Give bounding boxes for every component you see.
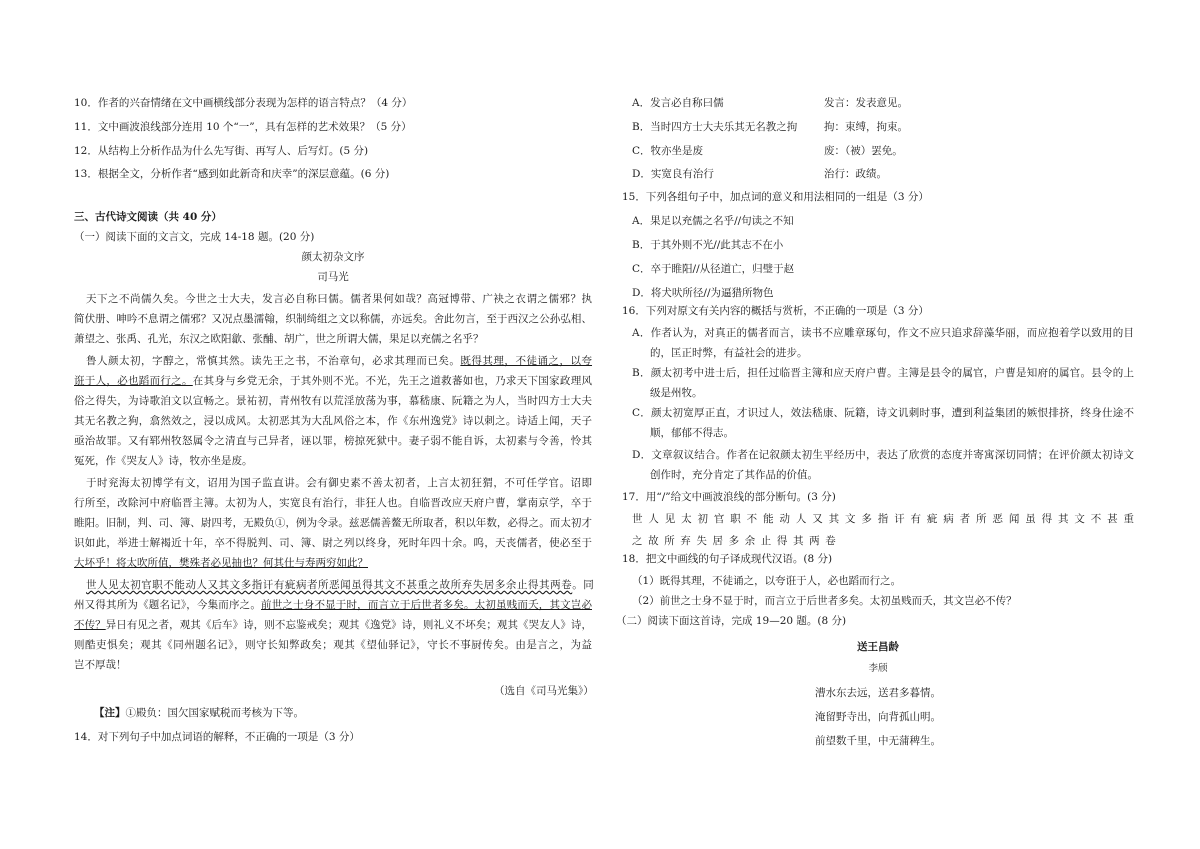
p3-line: 睢阳。旧制，判、司、簿、尉四考，无殿负①，例为令录。兹恶儒善鳌无所取者，积以年数，必得之。而太初才 (74, 517, 592, 529)
question-14: 14．对下列句子中加点词语的解释，不正确的一项是（3 分） (74, 731, 360, 743)
p2-line: 俗之得失，为诗歌洎文以宣畅之。景祐初，青州牧有以荒淫放荡为事，慕嵇康、阮籍之为人，当时四方士大夫 (74, 395, 592, 407)
poem-title: 送王昌龄 (857, 641, 899, 653)
q16-option-b: B．颜太初考中进士后，担任过临晋主簿和应天府户曹。主簿是县令的属官，户曹是知府的属官。县令的上 (632, 367, 1134, 379)
p5-text: 州又得其所为《题名记》，今集而序之。 (74, 599, 262, 611)
q16-option-c: C．颜太初宽厚正直，才识过人，效法嵇康、阮籍，诗文讥刺时事，遭到利益集团的嫉恨排挤，终身仕途不 (632, 407, 1134, 419)
question-18: 18．把文中画线的句子译成现代汉语。(8 分) (622, 553, 833, 565)
q17-text-line1: 世人见太初官职不能动人又其文多指讦有疵病者所恶闻虽得其文不甚重 (632, 513, 1134, 525)
p5-line (74, 598, 592, 612)
underlined-sentence: 既得其理，不徒诵之，以夸 (460, 355, 593, 367)
footnote-text: ①殿负：国欠国家赋税而考核为下等。 (125, 707, 304, 719)
question-12: 12．从结构上分析作品为什么先写街、再写人、后写灯。(5 分) (74, 145, 369, 157)
p1-line: 简伏册、呻吟不息谓之儒邪？又况点墨濡翰，织制绮组之文以称儒，亦远矣。舍此勿言，至于西汉之公孙弘相、 (74, 313, 592, 325)
p3-line: 行所至，改除河中府临晋主簿。太初为人，实宽良有治行，非狂人也。自临晋改应天府户曹，掌南京学，卒于 (74, 497, 592, 509)
poem-line: 漕水东去远，送君多暮情。 (815, 687, 941, 699)
p2-line: 亟治故罪。又有郓州牧怒属令之清直与己异者，诬以罪，榜掠死狱中。妻子弱不能自诉，太初素与令善，怜其 (74, 435, 592, 447)
q14-option-c-gloss: 废：（被）罢免。 (824, 145, 903, 157)
q16-option-d: D．文章叙议结合。作者在记叙颜太初生平经历中，表达了欣赏的态度并寄寓深切同情；在评价颜太初诗文 (632, 449, 1134, 461)
q16-option-b-cont: 级是州牧。 (650, 387, 703, 399)
p5-line: 则酷吏惧矣；观其《同州题名记》，则守长知弊政矣；观其《望仙驿记》，守长不事厨传矣。由是言之，为益 (74, 639, 592, 651)
subsection-1-instruction: （一）阅读下面的文言文，完成 14-18 题。(20 分) (74, 231, 315, 243)
q16-option-d-cont: 创作时，充分肯定了其作品的价值。 (650, 469, 818, 481)
p2-line (74, 374, 592, 388)
q14-option-a: A．发言必自称曰儒 (632, 97, 724, 109)
p2-line (74, 354, 592, 368)
p1-line: 天下之不尚儒久矣。今世之士大夫，发言必自称曰儒。儒者果何如哉？高冠博带、广袂之衣谓之儒邪？执 (86, 293, 592, 305)
p2-line: 冤死，作《哭友人》诗，牧亦坐是废。 (74, 455, 253, 467)
q15-option-b: B．于其外则不光//此其志不在小 (632, 239, 784, 251)
p3-underlined-line: 大坏乎！将太吹所值，樊殊者必见抽也？何其仕与寿两穷如此？ (74, 557, 368, 569)
underlined-sentence: 诳于人，必也蹈而行之。 (74, 375, 193, 387)
q16-option-a-cont: 的，匡正时弊，有益社会的进步。 (650, 347, 808, 359)
q15-option-d: D．将犬吠所径//为逼猎所物色 (632, 287, 774, 299)
p3-line: 识如此，举进士解褐近十年，卒不得脱判、司、簿、尉之列以终身，死时年四十余。呜，天丧儒者，使必至于 (74, 537, 592, 549)
question-13: 13．根据全文，分析作者“感到如此新奇和庆幸”的深层意蕴。(6 分) (74, 168, 390, 180)
text-author: 司马光 (317, 271, 349, 283)
subsection-2-instruction: （二）阅读下面这首诗，完成 19—20 题。(8 分) (616, 615, 847, 627)
wavy-underlined-passage: 世人见太初官职不能动人又其文多指讦有疵病者所恶闻虽得其文不甚重之故所弃失居多余止得其两卷 (86, 579, 573, 591)
q15-option-c: C．卒于睢阳//从径道亡，归璧于赵 (632, 263, 795, 275)
section-title: 三、古代诗文阅读（共 40 分） (74, 211, 222, 223)
q16-option-c-cont: 顺，郁郁不得志。 (650, 427, 734, 439)
q18-item-2: （2）前世之士身不显于时，而言立于后世者多矣。太初虽贱而夭，其文岂必不传？ (632, 595, 1017, 607)
q16-option-a: A．作者认为，对真正的儒者而言，读书不应雕章琢句，作文不应只追求辞藻华丽，而应抱着学以致用的目 (632, 327, 1134, 339)
footnote-label: 【注】 (94, 707, 126, 719)
text-title: 颜太初杂文序 (301, 251, 365, 263)
q14-option-c: C．牧亦坐是废 (632, 145, 704, 157)
p2-text: 在其身与乡党无余，于其外则不光。不光，先王之道救蕃如也，乃求天下国家政理风 (192, 375, 593, 387)
p1-line: 萧望之、张禹、孔光，东汉之欧阳歙、张酺、胡广，世之所谓大儒，果足以充儒之名乎？ (74, 333, 484, 345)
poem-line: 淹留野寺出，向背孤山明。 (815, 711, 941, 723)
p2-line: 其无名教之狗，翕然效之，浸以成风。太初恶其为大乱风俗之本，作《东州逸党》诗以刺之。诗适上闻，天子 (74, 415, 592, 427)
q17-text-line2: 之故所弃失居多余止得其两卷 (632, 535, 842, 547)
poem-author: 李颀 (868, 663, 888, 674)
q14-option-d: D．实宽良有治行 (632, 168, 714, 180)
p2-text: 鲁人颜太初，字醇之，常慎其然。读先王之书，不治章句，必求其理而已矣。 (86, 355, 461, 367)
question-15: 15．下列各组句子中，加点词的意义和用法相同的一组是（3 分） (622, 191, 929, 203)
q14-option-d-gloss: 治行：政绩。 (824, 168, 887, 180)
question-17: 17．用“/”给文中画波浪线的部分断句。(3 分) (622, 491, 836, 503)
underlined-sentence: 不传？ (74, 619, 106, 631)
q15-option-a: A．果足以充儒之名乎//句读之不知 (632, 215, 794, 227)
question-10: 10．作者的兴奋情绪在文中画横线部分表现为怎样的语言特点？（4 分） (74, 97, 413, 109)
p5-line (74, 618, 592, 632)
q14-option-b-gloss: 拘：束缚，拘束。 (824, 121, 908, 133)
q14-option-b: B．当时四方士大夫乐其无名教之拘 (632, 121, 798, 133)
p4-line (74, 578, 595, 592)
underlined-sentence: 前世之士身不显于时，而言立于后世者多矣。太初虽贱而夭，其文岂必 (261, 599, 592, 611)
p4-tail: 。同 (572, 579, 595, 591)
q14-option-a-gloss: 发言：发表意见。 (824, 97, 908, 109)
source-citation: （选自《司马光集》） (494, 685, 594, 697)
footnote (94, 706, 304, 720)
p5-text: 异日有见之者，观其《后车》诗，则不忘鉴戒矣；观其《逸党》诗，则礼义不坏矣；观其《哭友人》诗， (105, 619, 592, 631)
q18-item-1: （1）既得其理，不徒诵之，以夸诳于人，必也蹈而行之。 (632, 575, 902, 587)
question-11: 11．文中画波浪线部分连用 10 个“一”，具有怎样的艺术效果？（5 分） (74, 121, 412, 133)
p5-line: 岂不厚哉！ (74, 659, 127, 671)
p3-line: 于时兖海太初博学有文，诏用为国子监直讲。会有御史素不善太初者，上言太初狂猬，不可任学官。诏即 (86, 477, 592, 489)
question-16: 16．下列对原文有关内容的概括与赏析，不正确的一项是（3 分） (622, 305, 929, 317)
poem-line: 前望数千里，中无蒲稗生。 (815, 735, 941, 747)
